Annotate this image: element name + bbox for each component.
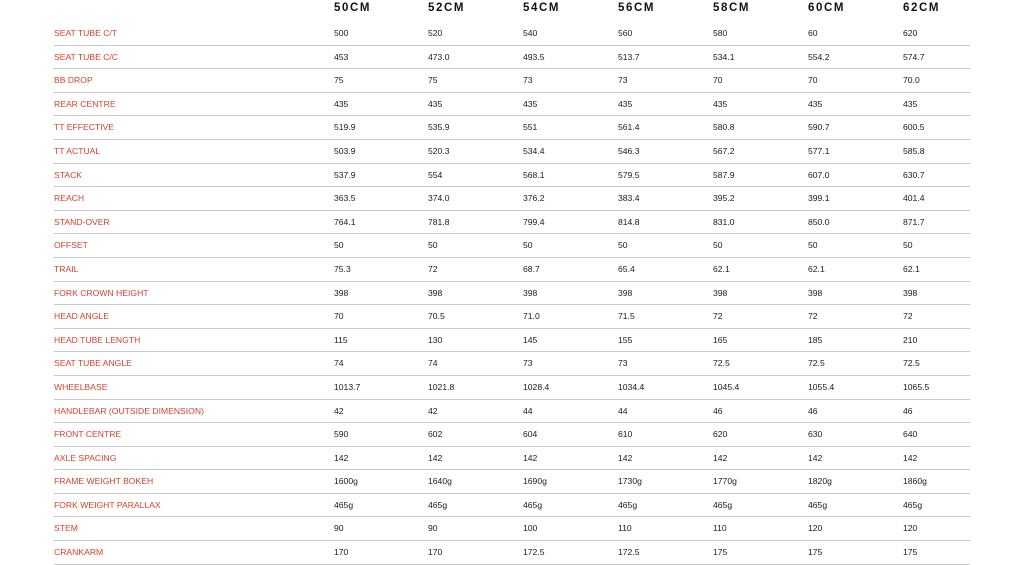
table-cell: 72 [713,311,723,322]
table-cell: 65.4 [618,263,635,274]
row-label: FRONT CENTRE [54,429,122,440]
table-cell: 395.2 [713,193,735,204]
table-cell: 73 [618,75,628,86]
table-cell: 210 [903,334,918,345]
table-cell: 398 [808,287,823,298]
table-row [54,494,970,518]
table-cell: 465g [618,499,638,510]
table-cell: 72 [808,311,818,322]
table-cell: 50 [618,240,628,251]
table-row [54,447,970,471]
table-cell: 546.3 [618,145,640,156]
table-cell: 493.5 [523,51,545,62]
table-cell: 435 [713,98,728,109]
table-cell: 383.4 [618,193,640,204]
table-row [54,329,970,353]
table-row [54,234,970,258]
geometry-table [54,0,970,565]
table-cell: 537.9 [334,169,356,180]
row-label: FRAME WEIGHT BOKEH [54,476,154,487]
table-cell: 814.8 [618,216,640,227]
table-row [54,46,970,70]
table-cell: 155 [618,334,633,345]
row-label: STAND-OVER [54,216,110,227]
row-label: CRANKARM [54,547,104,558]
row-label: FORK WEIGHT PARALLAX [54,499,161,510]
row-label: REACH [54,193,85,204]
table-cell: 363.5 [334,193,356,204]
table-cell: 435 [808,98,823,109]
table-cell: 71.5 [618,311,635,322]
size-header-62cm: 62CM [903,2,941,14]
table-row [54,69,970,93]
table-cell: 1055.4 [808,381,835,392]
table-row [54,93,970,117]
table-cell: 70.0 [903,75,920,86]
table-cell: 72.5 [808,358,825,369]
row-label: BB DROP [54,75,93,86]
table-cell: 1770g [713,476,737,487]
table-cell: 1640g [428,476,452,487]
row-label: FORK CROWN HEIGHT [54,287,149,298]
table-cell: 607.0 [808,169,830,180]
table-cell: 50 [808,240,818,251]
table-cell: 142 [428,452,443,463]
table-cell: 554 [428,169,443,180]
table-cell: 110 [713,523,727,534]
table-cell: 580 [713,28,728,38]
table-cell: 75 [428,75,438,86]
table-cell: 50 [428,240,438,251]
table-row [54,282,970,306]
table-cell: 72.5 [903,358,920,369]
table-row [54,400,970,424]
table-row [54,541,970,565]
table-cell: 120 [808,523,823,534]
table-cell: 401.4 [903,193,925,204]
row-label: SEAT TUBE ANGLE [54,358,132,369]
table-cell: 172.5 [523,547,545,558]
table-row [54,376,970,400]
size-header-60cm: 60CM [808,2,846,14]
table-cell: 172.5 [618,547,640,558]
table-cell: 435 [428,98,443,109]
table-cell: 435 [334,98,349,109]
table-cell: 110 [618,523,632,534]
table-cell: 610 [618,429,633,440]
table-cell: 1028.4 [523,381,550,392]
row-label: REAR CENTRE [54,98,116,109]
row-label: HANDLEBAR (OUTSIDE DIMENSION) [54,405,204,416]
table-cell: 70.5 [428,311,445,322]
table-cell: 170 [334,547,349,558]
table-cell: 520.3 [428,145,450,156]
row-label: STACK [54,169,83,180]
table-cell: 398 [618,287,633,298]
table-cell: 62.1 [808,263,825,274]
table-cell: 620 [903,28,918,38]
geometry-rows [54,22,970,565]
table-cell: 72.5 [713,358,730,369]
table-cell: 142 [334,452,349,463]
table-cell: 764.1 [334,216,356,227]
table-cell: 75.3 [334,263,351,274]
table-cell: 590.7 [808,122,830,133]
table-cell: 574.7 [903,51,925,62]
table-cell: 435 [523,98,538,109]
table-cell: 590 [334,429,349,440]
table-row [54,116,970,140]
table-cell: 465g [903,499,923,510]
table-cell: 42 [334,405,344,416]
table-cell: 465g [428,499,448,510]
table-cell: 465g [523,499,543,510]
row-label: HEAD ANGLE [54,311,109,322]
table-cell: 72 [428,263,438,274]
table-cell: 1600g [334,476,358,487]
table-cell: 602 [428,429,443,440]
table-cell: 398 [428,287,443,298]
table-cell: 568.1 [523,169,545,180]
table-cell: 520 [428,28,443,38]
table-cell: 579.5 [618,169,640,180]
table-cell: 398 [523,287,538,298]
table-cell: 604 [523,429,538,440]
table-cell: 142 [618,452,633,463]
table-cell: 398 [903,287,918,298]
table-cell: 73 [523,358,533,369]
table-cell: 799.4 [523,216,545,227]
table-cell: 554.2 [808,51,830,62]
table-cell: 519.9 [334,122,356,133]
table-cell: 465g [334,499,354,510]
table-cell: 551 [523,122,538,133]
table-cell: 535.9 [428,122,450,133]
table-cell: 75 [334,75,344,86]
table-cell: 175 [903,547,918,558]
table-cell: 513.7 [618,51,640,62]
table-cell: 376.2 [523,193,545,204]
table-cell: 1690g [523,476,547,487]
table-cell: 1860g [903,476,927,487]
table-cell: 70 [713,75,723,86]
table-cell: 1034.4 [618,381,645,392]
table-cell: 120 [903,523,918,534]
table-cell: 399.1 [808,193,830,204]
table-cell: 560 [618,28,633,38]
table-cell: 50 [334,240,344,251]
table-cell: 70 [334,311,344,322]
size-header-50cm: 50CM [334,2,372,14]
row-label: OFFSET [54,240,88,251]
size-header-58cm: 58CM [713,2,751,14]
row-label: SEAT TUBE C/C [54,51,118,62]
table-cell: 580.8 [713,122,735,133]
table-cell: 1065.5 [903,381,930,392]
table-cell: 73 [523,75,533,86]
table-cell: 46 [903,405,913,416]
table-cell: 630 [808,429,823,440]
table-cell: 587.9 [713,169,735,180]
table-cell: 620 [713,429,728,440]
table-row [54,423,970,447]
size-header-52cm: 52CM [428,2,466,14]
table-cell: 46 [713,405,723,416]
table-cell: 115 [334,334,348,345]
table-cell: 142 [713,452,728,463]
table-cell: 465g [713,499,733,510]
row-label: WHEELBASE [54,381,108,392]
table-row [54,187,970,211]
table-cell: 398 [713,287,728,298]
table-cell: 62.1 [903,263,920,274]
table-row [54,352,970,376]
table-cell: 398 [334,287,349,298]
table-row [54,517,970,541]
table-cell: 871.7 [903,216,925,227]
table-cell: 60 [808,28,818,38]
table-cell: 44 [523,405,533,416]
table-cell: 100 [523,523,538,534]
table-cell: 540 [523,28,538,38]
table-cell: 585.8 [903,145,925,156]
table-cell: 72 [903,311,913,322]
table-cell: 1045.4 [713,381,740,392]
table-cell: 781.8 [428,216,450,227]
table-cell: 73 [618,358,628,369]
table-cell: 130 [428,334,443,345]
table-cell: 50 [713,240,723,251]
table-cell: 142 [523,452,538,463]
table-cell: 567.2 [713,145,735,156]
size-header-row [54,0,970,22]
table-cell: 42 [428,405,438,416]
table-cell: 142 [903,452,918,463]
table-cell: 175 [808,547,823,558]
table-cell: 630.7 [903,169,925,180]
table-cell: 165 [713,334,728,345]
size-header-56cm: 56CM [618,2,656,14]
table-cell: 600.5 [903,122,925,133]
table-cell: 453 [334,51,349,62]
table-row [54,211,970,235]
table-cell: 561.4 [618,122,640,133]
row-label: SEAT TUBE C/T [54,28,118,38]
table-cell: 473.0 [428,51,450,62]
table-row [54,22,970,46]
row-label: TT ACTUAL [54,145,101,156]
table-cell: 185 [808,334,823,345]
table-cell: 503.9 [334,145,356,156]
table-cell: 1021.8 [428,381,455,392]
table-cell: 145 [523,334,538,345]
table-row [54,470,970,494]
size-header-54cm: 54CM [523,2,561,14]
table-row [54,258,970,282]
table-cell: 142 [808,452,823,463]
table-cell: 50 [523,240,533,251]
table-cell: 640 [903,429,918,440]
row-label: STEM [54,523,78,534]
table-cell: 534.1 [713,51,735,62]
table-row [54,164,970,188]
table-cell: 1730g [618,476,642,487]
table-cell: 74 [428,358,438,369]
table-cell: 1013.7 [334,381,361,392]
table-cell: 435 [618,98,633,109]
table-cell: 90 [428,523,438,534]
row-label: AXLE SPACING [54,452,117,463]
table-cell: 50 [903,240,913,251]
table-cell: 46 [808,405,818,416]
row-label: TT EFFECTIVE [54,122,115,133]
table-cell: 44 [618,405,628,416]
table-cell: 68.7 [523,263,540,274]
table-cell: 1820g [808,476,832,487]
table-cell: 374.0 [428,193,450,204]
table-cell: 534.4 [523,145,545,156]
table-cell: 74 [334,358,344,369]
table-cell: 577.1 [808,145,830,156]
table-cell: 500 [334,28,349,38]
table-cell: 62.1 [713,263,730,274]
table-cell: 70 [808,75,818,86]
table-cell: 90 [334,523,344,534]
table-cell: 465g [808,499,828,510]
table-cell: 850.0 [808,216,830,227]
table-cell: 831.0 [713,216,735,227]
table-cell: 170 [428,547,443,558]
table-row [54,305,970,329]
table-cell: 71.0 [523,311,540,322]
table-cell: 175 [713,547,728,558]
row-label: HEAD TUBE LENGTH [54,334,141,345]
table-row [54,140,970,164]
table-cell: 435 [903,98,918,109]
row-label: TRAIL [54,263,79,274]
